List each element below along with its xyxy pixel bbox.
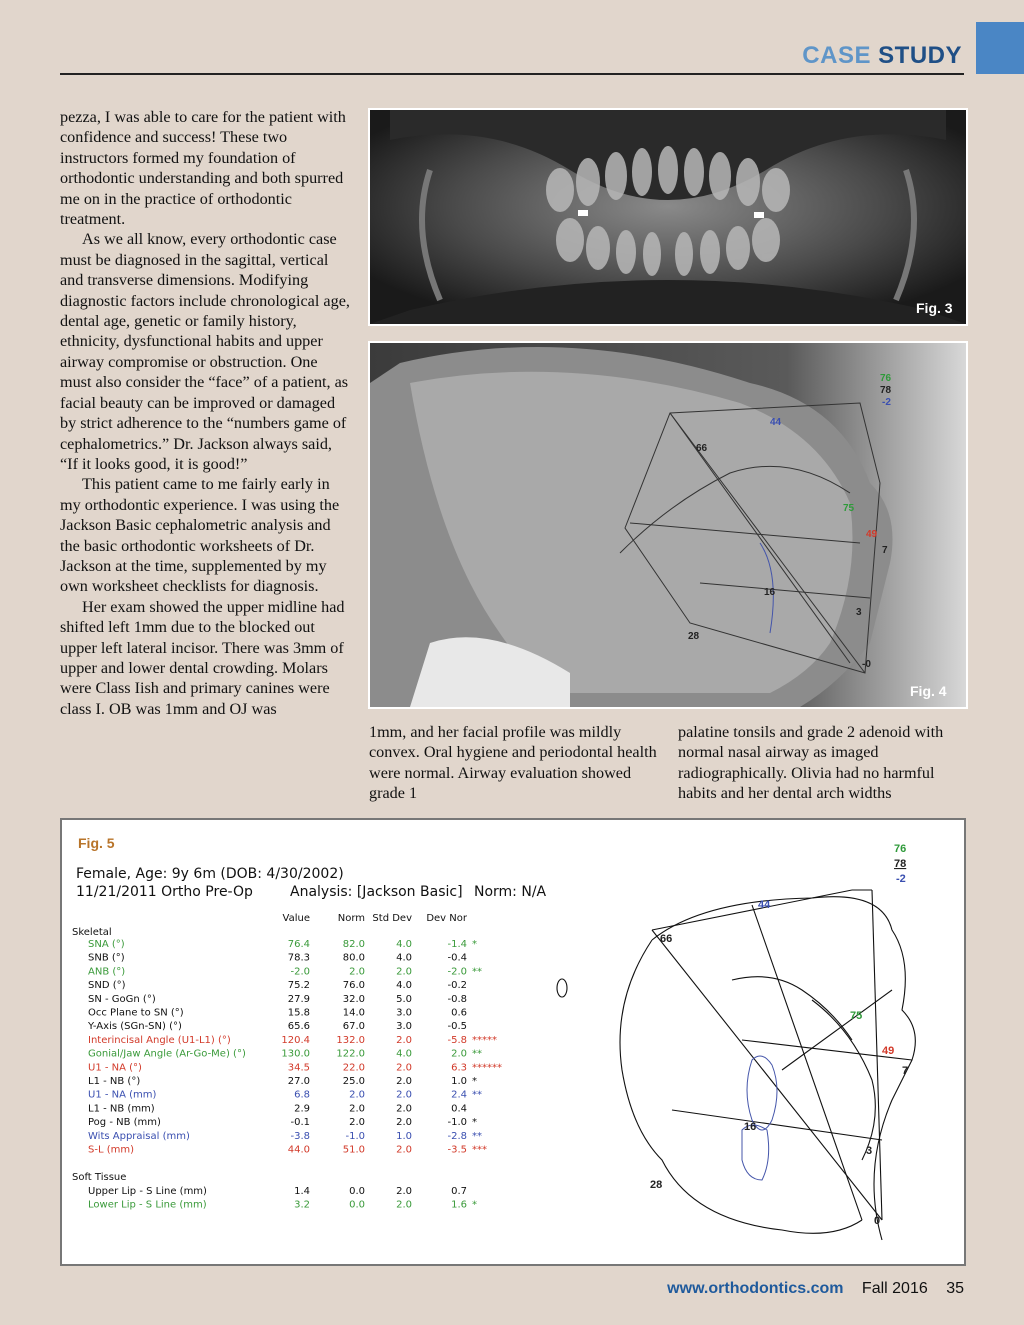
row-std-dev: 2.0 [396,1062,412,1074]
row-dev-norm: -0.4 [447,952,467,964]
row-std-dev: 2.0 [396,1103,412,1115]
analysis-report [62,820,964,1264]
paragraph: 1mm, and her facial profile was mildly convex. Oral hygiene and periodontal health were normal. Airway evaluation showed grade 1 [369,723,657,803]
row-metric-name: L1 - NB (°) [88,1076,141,1087]
row-std-dev: 2.0 [396,1186,412,1197]
row-std-dev: 2.0 [396,966,412,978]
cephalometric-analysis-figure [60,818,966,1266]
tracing-label: 75 [843,503,855,514]
row-norm: 82.0 [342,939,365,950]
tracing-label: 7 [882,545,888,556]
row-norm: 32.0 [342,993,365,1005]
row-significance-stars: ** [472,966,482,978]
row-value: 27.9 [287,993,310,1005]
row-norm: 80.0 [342,952,365,964]
tracing-label: 66 [696,443,708,454]
tracing-label: 3 [866,1145,873,1157]
tracing-label: 49 [866,529,878,540]
row-value: 6.8 [294,1089,310,1101]
report-date: 11/21/2011 Ortho Pre-Op [76,884,253,900]
row-value: 2.9 [294,1103,310,1115]
row-std-dev: 2.0 [396,1034,412,1046]
patient-line: Female, Age: 9y 6m (DOB: 4/30/2002) [76,866,344,882]
tracing-label: 28 [650,1179,663,1191]
row-significance-stars: ****** [472,1062,502,1074]
row-std-dev: 4.0 [396,980,412,992]
row-std-dev: 2.0 [396,1089,412,1101]
row-significance-stars: *** [472,1144,487,1156]
row-dev-norm: 2.0 [451,1048,467,1060]
website-link[interactable]: www.orthodontics.com [667,1280,844,1297]
row-dev-norm: -1.4 [447,939,467,950]
page-number: 35 [946,1280,964,1297]
row-metric-name: Gonial/Jaw Angle (Ar-Go-Me) (°) [88,1048,246,1060]
paragraph: As we all know, every orthodontic case must be diagnosed in the sagittal, vertical and transverse dimensions. Modifying diagnostic factors include chronological age, dental age, genetic or family history, ethnicity, dysfunctional habits and upper airway compromise or obstruction. One must also consider the “face” of a patient, as facial beauty can be improved or damaged by strict adherence to the “numbers game of cephalometrics.” Dr. Jackson always said, “If it looks good, it is good!” [60,230,350,473]
row-norm: 132.0 [336,1034,365,1046]
row-metric-name: Pog - NB (mm) [88,1117,161,1129]
row-value: 76.4 [287,939,310,950]
tracing-label: 16 [764,587,776,598]
text-column-3 [678,722,968,804]
row-value: 15.8 [287,1007,310,1019]
figure-label: Fig. 5 [78,835,115,851]
row-dev-norm: 2.4 [451,1089,467,1101]
row-dev-norm: 6.3 [451,1062,467,1074]
tracing-label: 0 [874,1215,881,1227]
row-norm: -1.0 [345,1130,365,1142]
tracing-label: 76 [894,843,907,855]
row-value: 65.6 [287,1021,310,1033]
row-std-dev: 3.0 [396,1007,412,1019]
row-value: -2.0 [290,966,310,978]
row-norm: 2.0 [349,1117,365,1129]
row-significance-stars: * [472,1076,477,1087]
row-dev-norm: 1.6 [451,1199,467,1211]
row-metric-name: U1 - NA (mm) [88,1089,157,1101]
row-metric-name: U1 - NA (°) [88,1062,142,1074]
tracing-label: 75 [850,1010,863,1022]
row-norm: 76.0 [342,980,365,992]
ceph-tracing [557,843,915,1240]
column-header-std-dev: Std Dev [372,913,412,924]
analysis-type: Analysis: [Jackson Basic] [290,884,463,900]
lateral-ceph-image [370,343,966,707]
row-significance-stars: ***** [472,1034,497,1046]
soft-tissue-table [88,1186,477,1211]
row-value: 120.4 [281,1034,310,1046]
header-word-study: STUDY [878,42,962,69]
paragraph: pezza, I was able to care for the patient with confidence and success! These two instructors formed my foundation of orthodontic understanding and both spurred me on in the practice of orthodontic treatment. [60,108,346,229]
tracing-label: 44 [758,899,771,911]
issue-label: Fall 2016 [861,1280,928,1297]
section-tab [976,22,1024,74]
row-value: 3.2 [294,1199,310,1211]
row-dev-norm: -0.2 [447,980,467,992]
text-column-2 [369,722,659,804]
row-dev-norm: -3.5 [447,1144,467,1156]
section-soft-tissue: Soft Tissue [72,1172,127,1183]
row-norm: 14.0 [342,1007,365,1019]
row-value: 130.0 [281,1048,310,1060]
row-std-dev: 1.0 [396,1130,412,1142]
tracing-label: 76 [880,373,892,384]
row-significance-stars: * [472,939,477,950]
row-value: 44.0 [287,1144,310,1156]
norm-label: Norm: N/A [474,884,547,900]
column-header-norm: Norm [337,913,365,924]
row-metric-name: Upper Lip - S Line (mm) [88,1186,207,1197]
row-value: 1.4 [294,1186,310,1197]
row-metric-name: Occ Plane to SN (°) [88,1007,184,1019]
row-metric-name: ANB (°) [88,966,126,978]
row-metric-name: Lower Lip - S Line (mm) [88,1199,207,1211]
row-dev-norm: -2.0 [447,966,467,978]
tracing-label: -0 [862,659,871,670]
row-significance-stars: * [472,1117,477,1129]
row-norm: 2.0 [349,1103,365,1115]
row-std-dev: 2.0 [396,1076,412,1087]
paragraph: This patient came to me fairly early in my orthodontic experience. I was using the Jackson Basic cephalometric analysis and the basic orthodontic worksheets of Dr. Jackson at the time, supplemented by my own worksheet checklists for diagnosis. [60,475,340,596]
row-norm: 0.0 [349,1186,365,1197]
section-header [802,42,962,70]
row-metric-name: SN - GoGn (°) [88,993,156,1005]
row-value: 27.0 [287,1076,310,1087]
tracing-label: 78 [894,858,907,870]
row-norm: 51.0 [342,1144,365,1156]
row-norm: 2.0 [349,966,365,978]
tracing-label: 28 [688,631,700,642]
row-std-dev: 4.0 [396,952,412,964]
row-dev-norm: 0.7 [451,1186,467,1197]
panoramic-xray-figure [368,108,968,326]
tracing-label: 7 [902,1065,909,1077]
skeletal-table [87,939,502,1156]
tracing-label: 16 [744,1121,757,1133]
tracing-label: -2 [896,873,906,885]
row-metric-name: Y-Axis (SGn-SN) (°) [88,1021,182,1033]
row-std-dev: 5.0 [396,993,412,1005]
row-metric-name: SNA (°) [88,939,125,950]
row-metric-name: SNB (°) [88,952,125,964]
row-dev-norm: 1.0 [451,1076,467,1087]
cephalometric-xray-figure [368,341,968,709]
row-metric-name: Wits Appraisal (mm) [88,1130,190,1142]
row-dev-norm: -0.5 [447,1021,467,1033]
row-std-dev: 4.0 [396,1048,412,1060]
row-metric-name: S-L (mm) [88,1144,134,1156]
section-skeletal: Skeletal [72,927,112,938]
row-dev-norm: -0.8 [447,993,467,1005]
row-norm: 67.0 [342,1021,365,1033]
column-header-dev-norm: Dev Nor [426,913,467,924]
row-significance-stars: ** [472,1130,482,1142]
row-norm: 0.0 [349,1199,365,1211]
row-value: 34.5 [287,1062,310,1074]
row-dev-norm: -5.8 [447,1034,467,1046]
row-metric-name: SND (°) [88,980,126,992]
row-std-dev: 2.0 [396,1144,412,1156]
text-column-1 [60,107,350,719]
tracing-label: 49 [882,1045,895,1057]
row-norm: 22.0 [342,1062,365,1074]
row-value: 78.3 [287,952,310,964]
row-value: 75.2 [287,980,310,992]
row-metric-name: L1 - NB (mm) [88,1103,155,1115]
row-dev-norm: -2.8 [447,1130,467,1142]
paragraph: Her exam showed the upper midline had shifted left 1mm due to the blocked out upper left lateral incisor. There was 3mm of upper and lower dental crowding. Molars were Class Iish and primary canines were class I. OB was 1mm and OJ was [60,597,345,718]
figure-label: Fig. 4 [910,683,947,699]
page-footer [667,1280,964,1298]
row-std-dev: 2.0 [396,1199,412,1211]
row-significance-stars: ** [472,1089,482,1101]
row-std-dev: 3.0 [396,1021,412,1033]
row-significance-stars: ** [472,1048,482,1060]
tracing-label: 78 [880,385,892,396]
row-dev-norm: -1.0 [447,1117,467,1129]
panoramic-xray-image [370,110,966,324]
column-header-value: Value [282,913,310,924]
row-std-dev: 4.0 [396,939,412,950]
tracing-label: 66 [660,933,673,945]
paragraph: palatine tonsils and grade 2 adenoid with normal nasal airway as imaged radiographically. Olivia had no harmful habits and her dental arch widths [678,723,944,803]
row-norm: 122.0 [336,1048,365,1060]
row-dev-norm: 0.6 [451,1007,467,1019]
row-norm: 2.0 [349,1089,365,1101]
header-divider [60,73,964,75]
row-significance-stars: * [472,1199,477,1211]
row-std-dev: 2.0 [396,1117,412,1129]
row-value: -3.8 [290,1130,310,1142]
row-norm: 25.0 [342,1076,365,1087]
header-word-case: CASE [802,42,871,69]
tracing-label: -2 [882,397,891,408]
row-dev-norm: 0.4 [451,1103,467,1115]
tracing-label: 44 [770,417,782,428]
row-metric-name: Interincisal Angle (U1-L1) (°) [88,1034,231,1046]
figure-label: Fig. 3 [916,300,953,316]
row-value: -0.1 [290,1117,310,1129]
tracing-label: 3 [856,607,862,618]
